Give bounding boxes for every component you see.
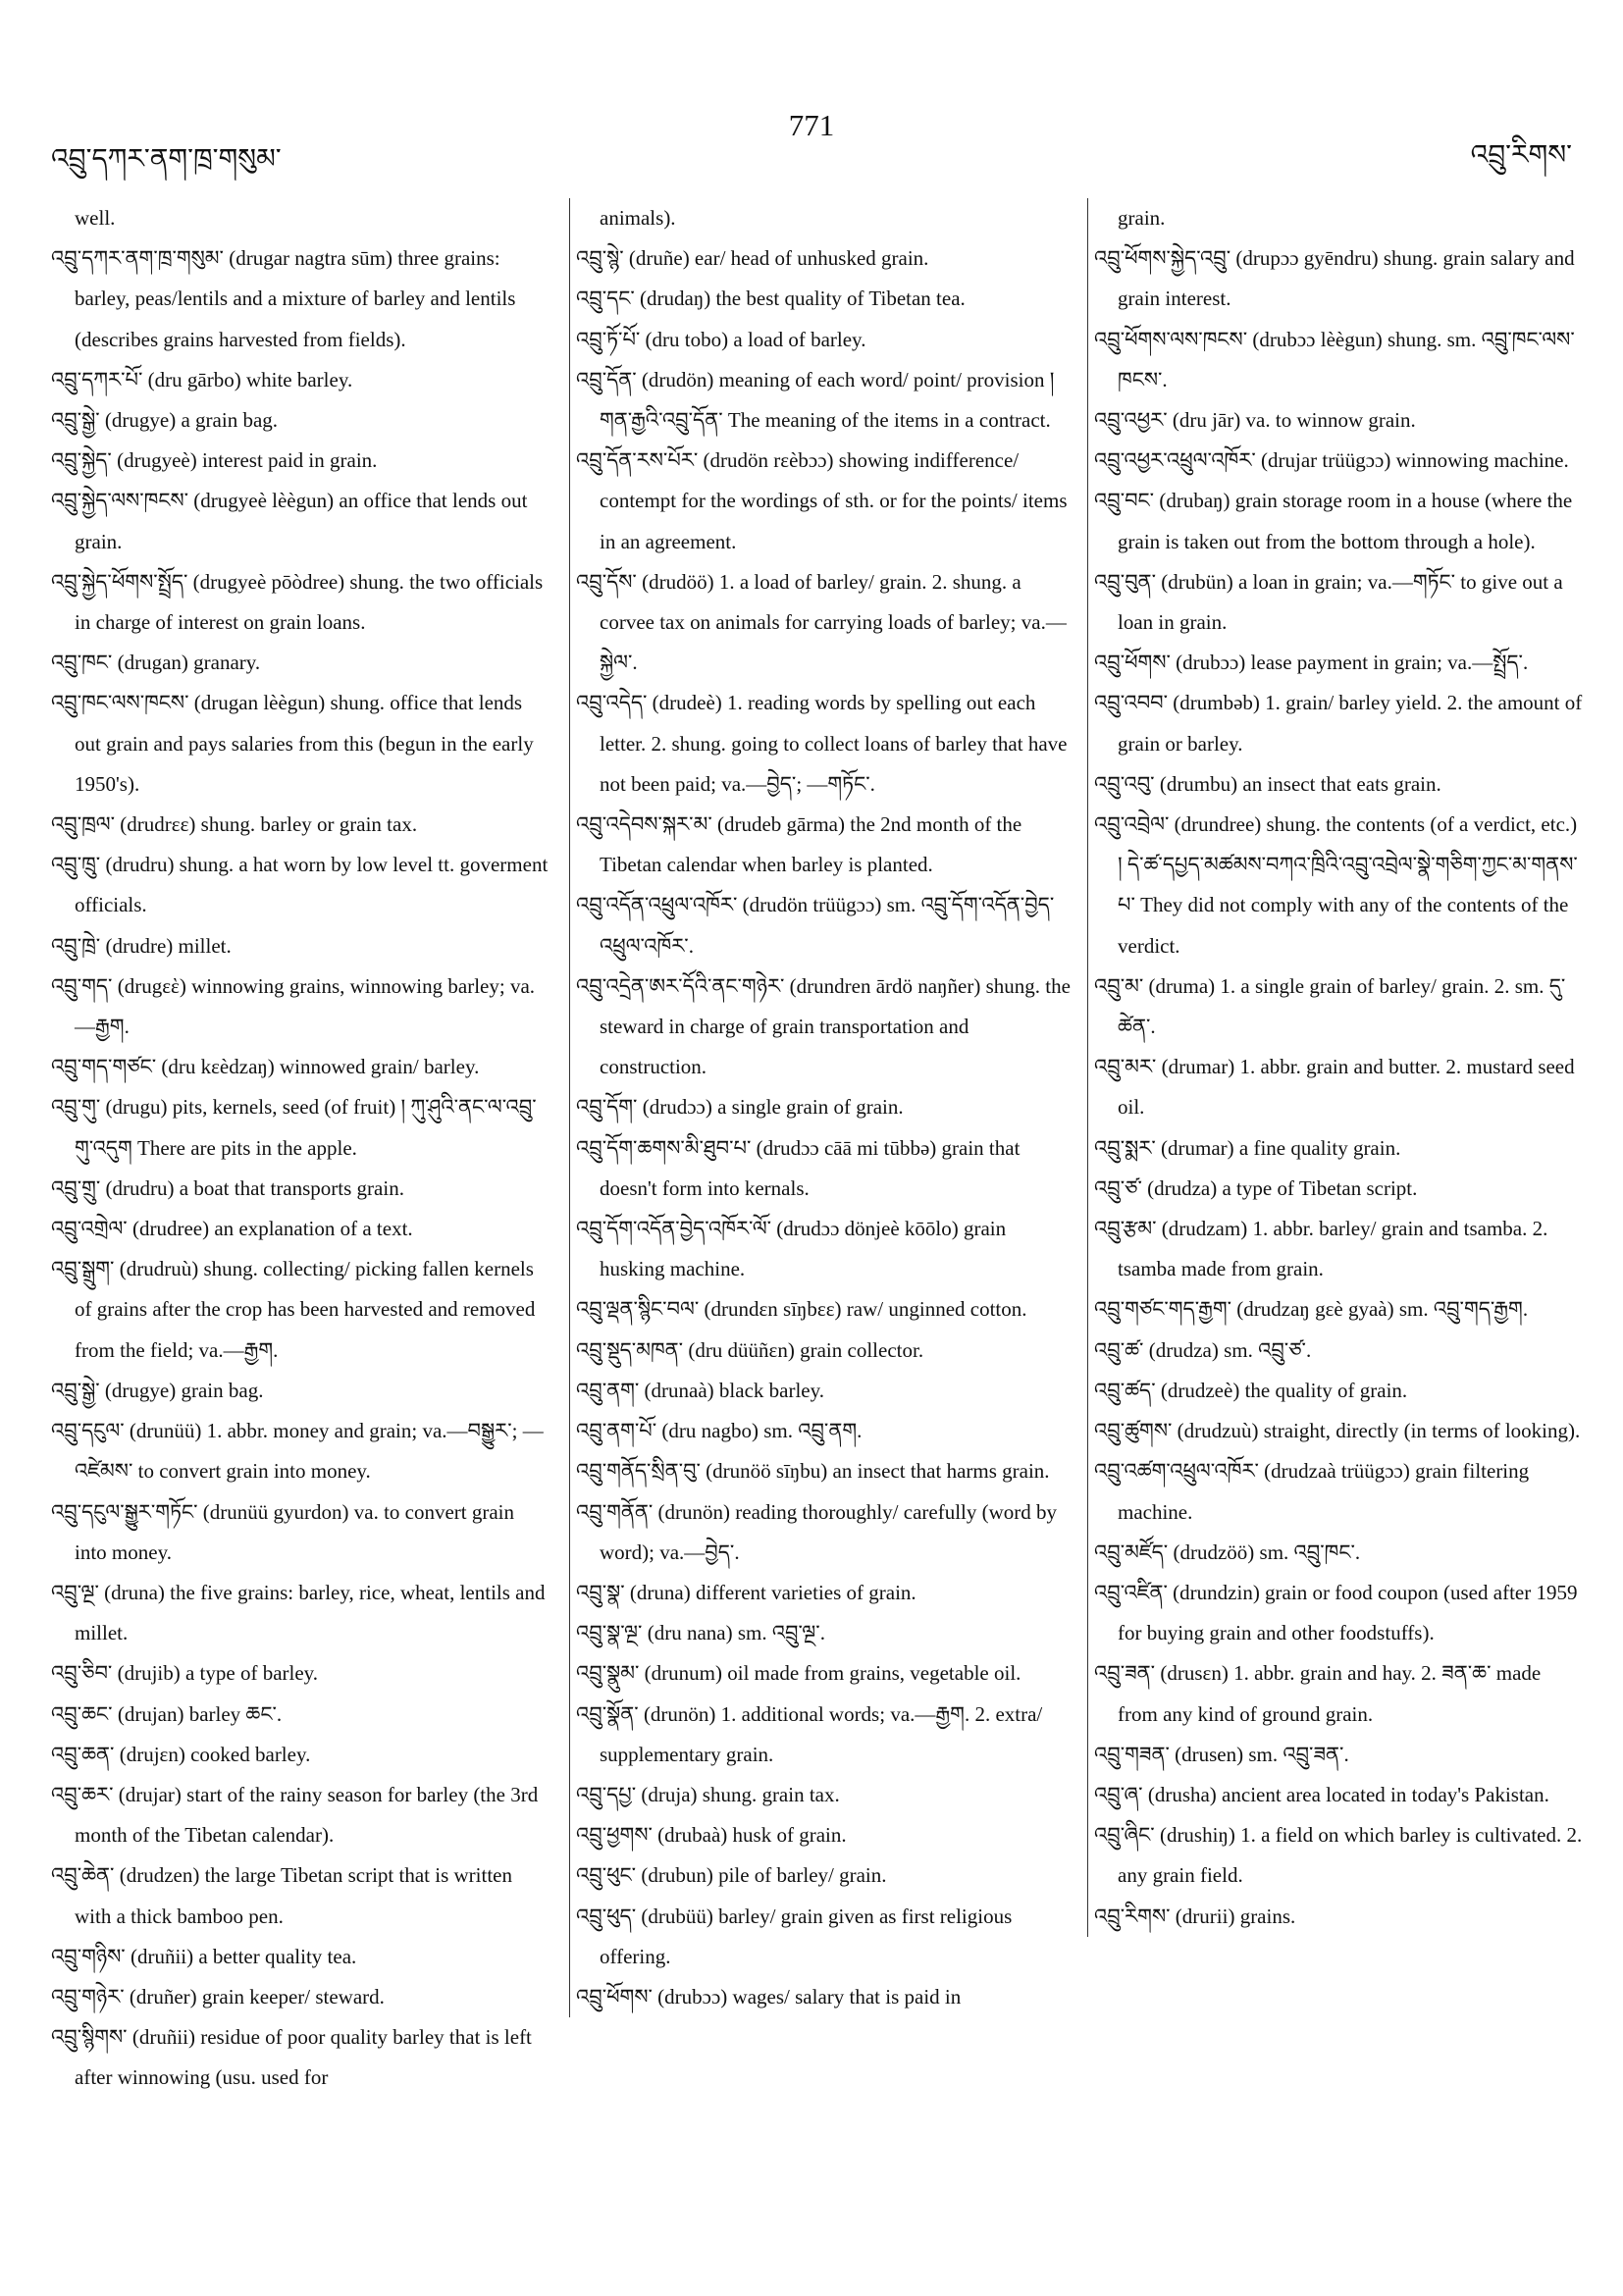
column-2 [569, 198, 1074, 2017]
dictionary-entry: animals). [600, 206, 676, 230]
dictionary-entry: འབྲུ་གྲུ་ (drudru) a boat that transports grain. [51, 1175, 404, 1200]
dictionary-entry: འབྲུ་སྒྲུག་ (drudruù) shung. collecting/ picking fallen kernels of grains after the crop has been harvested and removed from the field; va.—རྒྱག. [51, 1257, 536, 1362]
dictionary-entry: འབྲུ་གནོད་སྲིན་བུ་ (drunöö sīŋbu) an insect that harms grain. [576, 1459, 1050, 1484]
dictionary-entry: འབྲུ་ཏོ་པོ་ (dru tobo) a load of barley. [576, 327, 866, 351]
dictionary-entry: well. [75, 206, 116, 230]
dictionary-entry: འབྲུ་འབྲེལ་ (drundree) shung. the contents (of a verdict, etc.) ། དེ་ཚ་དཔྱད་མཚམས་བཀའ་ཁྲིའི་འབྲུ་འབྲེལ་སྣེ་གཅིག་ཀྱང་མ་གནས་པ་ They did not comply with any of the contents of the verdict. [1094, 812, 1578, 958]
dictionary-entry: འབྲུ་རིགས་ (drurii) grains. [1094, 1904, 1296, 1928]
dictionary-entry: འབྲུ་ཚུགས་ (drudzuù) straight, directly (in terms of looking). [1094, 1419, 1581, 1443]
dictionary-entry: འབྲུ་ཆང་ (drujan) barley ཆང་. [51, 1701, 283, 1726]
page-number: 771 [788, 108, 835, 142]
dictionary-entry: འབྲུ་འདེད་ (drudeè) 1. reading words by spelling out each letter. 2. shung. going to collect loans of barley that have not been paid; va.—བྱེད་; —གཏོང་. [576, 691, 1068, 796]
dictionary-entry: འབྲུ་གནོན་ (drunön) reading thoroughly/ carefully (word by word); va.—བྱེད་. [576, 1499, 1058, 1564]
dictionary-entry: འབྲུ་བང་ (drubaŋ) grain storage room in a house (where the grain is taken out from the bottom through a hole). [1094, 489, 1573, 553]
dictionary-entry: འབྲུ་ཕུང་ (drubun) pile of barley/ grain. [576, 1863, 887, 1888]
dictionary-entry: འབྲུ་སྨར་ (drumar) a fine quality grain. [1094, 1135, 1401, 1160]
dictionary-entry: འབྲུ་ཁྲེ་ (drudre) millet. [51, 933, 232, 958]
dictionary-entry: འབྲུ་དོན་ (drudön) meaning of each word/ point/ provision ། གན་རྒྱའི་འབྲུ་དོན་ The meaning of the items in a contract. [576, 367, 1055, 433]
dictionary-entry: འབྲུ་ཆེན་ (drudzen) the large Tibetan script that is written with a thick bamboo pen. [51, 1863, 512, 1928]
dictionary-entry: འབྲུ་སྣོན་ (drunön) 1. additional words; va.—རྒྱག. 2. extra/ supplementary grain. [576, 1701, 1043, 1766]
dictionary-entry: འབྲུ་གཙང་གད་རྒྱག་ (drudzaŋ gεè gyaà) sm. འབྲུ་གད་རྒྱག. [1094, 1297, 1529, 1322]
dictionary-entry: འབྲུ་འཕྱར་ (dru jār) va. to winnow grain. [1094, 408, 1416, 433]
dictionary-entry: འབྲུ་མཛོད་ (drudzöö) sm. འབྲུ་ཁང་. [1094, 1539, 1361, 1564]
dictionary-entry: འབྲུ་ཕོགས་ (drubɔɔ) lease payment in grain; va.—སྤྲོད་. [1094, 651, 1529, 675]
dictionary-entry: འབྲུ་སྐྱེད་ཕོགས་སྤྲོད་ (drugyeè pōòdree) shung. the two officials in charge of interest on grain loans. [51, 569, 544, 635]
dictionary-entry: འབྲུ་ཕོགས་ལས་ཁངས་ (drubɔɔ lèègun) shung. sm. འབྲུ་ཁང་ལས་ཁངས་. [1094, 327, 1575, 391]
dictionary-entry: འབྲུ་དཔྱ་ (druja) shung. grain tax. [576, 1782, 840, 1806]
dictionary-entry: འབྲུ་གཉིས་ (druñii) a better quality tea. [51, 1944, 357, 1968]
dictionary-entry: འབྲུ་འབུ་ (drumbu) an insect that eats grain. [1094, 771, 1441, 796]
dictionary-entry: འབྲུ་འཕྱར་འཕྲུལ་འཁོར་ (drujar trüügɔɔ) winnowing machine. [1094, 448, 1569, 473]
dictionary-entry: འབྲུ་ནག་ (drunaà) black barley. [576, 1378, 825, 1402]
dictionary-entry: འབྲུ་དཀར་པོ་ (dru gārbo) white barley. [51, 367, 353, 391]
dictionary-entry: འབྲུ་ཁྲལ་ (drudrεε) shung. barley or grain tax. [51, 812, 418, 837]
dictionary-entry: འབྲུ་ཞིང་ (drushiŋ) 1. a field on which barley is cultivated. 2. any grain field. [1094, 1823, 1583, 1888]
dictionary-entry: འབྲུ་སྙིགས་ (druñii) residue of poor quality barley that is left after winnowing (usu. used for [51, 2025, 532, 2090]
dictionary-entry: འབྲུ་འཛིན་ (drundzin) grain or food coupon (used after 1959 for buying grain and other foodstuffs). [1094, 1580, 1578, 1645]
dictionary-entry: འབྲུ་གད་གཙང་ (dru kεèdzaŋ) winnowed grain/ barley. [51, 1055, 480, 1079]
dictionary-entry: འབྲུ་དོས་ (drudöö) 1. a load of barley/ grain. 2. shung. a corvee tax on animals for carrying loads of barley; va.—སྐྱེལ་. [576, 569, 1067, 675]
dictionary-entry: འབྲུ་དངུལ་སྒྱུར་གཏོང་ (drunüü gyurdon) va. to convert grain into money. [51, 1499, 515, 1564]
dictionary-entry: འབྲུ་ཙ་ (drudza) a type of Tibetan script. [1094, 1175, 1418, 1200]
dictionary-entry: འབྲུ་འདྲེན་ཨར་དོའི་ནང་གཉེར་ (drundren ārdö naŋñer) shung. the steward in charge of grain transportation and construction. [576, 973, 1071, 1079]
dictionary-entry: འབྲུ་སྣུམ་ (drunum) oil made from grains, vegetable oil. [576, 1661, 1021, 1686]
dictionary-entry: འབྲུ་ཚ་ (drudza) sm. འབྲུ་ཙ་. [1094, 1337, 1312, 1362]
dictionary-entry: འབྲུ་ཅིབ་ (drujib) a type of barley. [51, 1661, 319, 1686]
dictionary-entry: འབྲུ་འགྲེལ་ (drudree) an explanation of a text. [51, 1217, 413, 1241]
dictionary-entry: འབྲུ་དངུལ་ (drunüü) 1. abbr. money and grain; va.—བསྒྱུར་; —འཛེམས་ to convert grain into money. [51, 1419, 544, 1484]
dictionary-entry: འབྲུ་ཁྲུ་ (drudru) shung. a hat worn by low level tt. goverment officials. [51, 853, 549, 917]
dictionary-entry: འབྲུ་ཕོགས་ (drubɔɔ) wages/ salary that is paid in [576, 1984, 962, 2009]
dictionary-entry: འབྲུ་ཆར་ (drujar) start of the rainy season for barley (the 3rd month of the Tibetan calendar). [51, 1782, 539, 1848]
dictionary-entry: འབྲུ་འདེབས་སྐར་མ་ (drudeb gārma) the 2nd month of the Tibetan calendar when barley is planted. [576, 812, 1022, 877]
dictionary-entry: འབྲུ་སྐྱེད་ (drugyeè) interest paid in grain. [51, 448, 378, 473]
dictionary-entry: འབྲུ་ཕུད་ (drubüü) barley/ grain given as first religious offering. [576, 1904, 1013, 1968]
dictionary-entry: འབྲུ་གཉེར་ (druñer) grain keeper/ steward. [51, 1984, 385, 2009]
dictionary-entry: འབྲུ་སྐྱེད་ལས་ཁངས་ (drugyeè lèègun) an office that lends out grain. [51, 489, 528, 553]
dictionary-entry: འབྲུ་ཟན་ (drusεn) 1. abbr. grain and hay. 2. ཟན་ཆ་ made from any kind of ground grain. [1094, 1661, 1542, 1726]
dictionary-entry: འབྲུ་མར་ (drumar) 1. abbr. grain and butter. 2. mustard seed oil. [1094, 1055, 1575, 1120]
dictionary-entry: འབྲུ་སྒྱེ་ (drugye) grain bag. [51, 1378, 264, 1402]
dictionary-entry: grain. [1118, 206, 1166, 230]
running-head-right: འབྲུ་རིགས་ [1470, 140, 1572, 171]
dictionary-entry: འབྲུ་ཚད་ (drudzeè) the quality of grain. [1094, 1378, 1408, 1402]
dictionary-entry: འབྲུ་གཟན་ (drusen) sm. འབྲུ་ཟན་. [1094, 1742, 1349, 1766]
dictionary-entry: འབྲུ་མ་ (druma) 1. a single grain of barley/ grain. 2. sm. དུ་ཚེན་. [1094, 973, 1566, 1039]
dictionary-entry: འབྲུ་ཕོགས་སྐྱེད་འབྲུ་ (drupɔɔ gyēndru) shung. grain salary and grain interest. [1094, 246, 1575, 311]
dictionary-entry: འབྲུ་འདོན་འཕྲུལ་འཁོར་ (drudön trüügɔɔ) sm. འབྲུ་དོག་འདོན་བྱེད་འཕྲུལ་འཁོར་. [576, 893, 1055, 958]
dictionary-entry: འབྲུ་སྣ་ལྔ་ (dru nana) sm. འབྲུ་ལྔ་. [576, 1621, 825, 1645]
dictionary-entry: འབྲུ་ནག་པོ་ (dru nagbo) sm. འབྲུ་ནག. [576, 1419, 863, 1443]
dictionary-entry: འབྲུ་སྣ་ (druna) different varieties of grain. [576, 1580, 916, 1604]
dictionary-entry: འབྲུ་ལྡན་སྙིང་བལ་ (drundεn sīŋbεε) raw/ unginned cotton. [576, 1297, 1027, 1322]
dictionary-entry: འབྲུ་དོག་འདོན་བྱེད་འཁོར་ལོ་ (drudɔɔ dönjeè kōōlo) grain husking machine. [576, 1217, 1007, 1281]
dictionary-entry: འབྲུ་ཁང་ལས་ཁངས་ (drugan lèègun) shung. office that lends out grain and pays salaries from this (begun in the early 1950's). [51, 691, 534, 796]
dictionary-entry: འབྲུ་སྒྱེ་ (drugye) a grain bag. [51, 408, 279, 433]
dictionary-entry: འབྲུ་རྩམ་ (drudzam) 1. abbr. barley/ grain and tsamba. 2. tsamba made from grain. [1094, 1217, 1548, 1281]
dictionary-entry: འབྲུ་དོག་ཆགས་མི་ཐུབ་པ་ (drudɔɔ cāā mi tūbbə) grain that doesn't form into kernals. [576, 1135, 1021, 1200]
dictionary-entry: འབྲུ་བུན་ (drubün) a loan in grain; va.—གཏོང་ to give out a loan in grain. [1094, 569, 1563, 635]
dictionary-entry: འབྲུ་ལྔ་ (druna) the five grains: barley, rice, wheat, lentils and millet. [51, 1580, 546, 1645]
dictionary-entry: འབྲུ་ཕྱགས་ (drubaà) husk of grain. [576, 1823, 847, 1848]
dictionary-entry: འབྲུ་གུ་ (drugu) pits, kernels, seed (of fruit) ། ཀུ་ཤུའི་ནང་ལ་འབྲུ་གུ་འདུག There are pits in the apple. [51, 1095, 537, 1160]
dictionary-entry: འབྲུ་ཁང་ (drugan) granary. [51, 651, 261, 675]
column-1 [51, 198, 550, 2099]
dictionary-entry: འབྲུ་སྙེ་ (druñe) ear/ head of unhusked grain. [576, 246, 929, 271]
dictionary-entry: འབྲུ་འབབ་ (drumbəb) 1. grain/ barley yield. 2. the amount of grain or barley. [1094, 691, 1583, 756]
dictionary-entry: འབྲུ་དཀར་ནག་ཁྲ་གསུམ་ (drugar nagtra sūm) three grains: barley, peas/lentils and a mixture of barley and lentils (describes grains harvested from fields). [51, 246, 516, 351]
column-3 [1087, 198, 1585, 1937]
dictionary-entry: འབྲུ་ཆན་ (drujεn) cooked barley. [51, 1742, 311, 1766]
dictionary-entry: འབྲུ་སྡུད་མཁན་ (dru düüñεn) grain collector. [576, 1337, 924, 1362]
running-head-left: འབྲུ་དཀར་ནག་ཁྲ་གསུམ་ [51, 144, 282, 175]
dictionary-entry: འབྲུ་དོན་རས་པོར་ (drudön rεèbɔɔ) showing indifference/ contempt for the wordings of sth. or for the points/ items in an agreement. [576, 448, 1068, 553]
dictionary-entry: འབྲུ་གད་ (drugεὲ) winnowing grains, winnowing barley; va.—རྒྱག. [51, 973, 536, 1039]
dictionary-entry: འབྲུ་དོག་ (drudɔɔ) a single grain of grain. [576, 1095, 904, 1120]
dictionary-entry: འབྲུ་དང་ (drudaŋ) the best quality of Tibetan tea. [576, 287, 966, 311]
dictionary-entry: འབྲུ་འཚག་འཕྲུལ་འཁོར་ (drudzaà trüügɔɔ) grain filtering machine. [1094, 1459, 1530, 1524]
dictionary-entry: འབྲུ་ཞ་ (drusha) ancient area located in today's Pakistan. [1094, 1782, 1549, 1806]
